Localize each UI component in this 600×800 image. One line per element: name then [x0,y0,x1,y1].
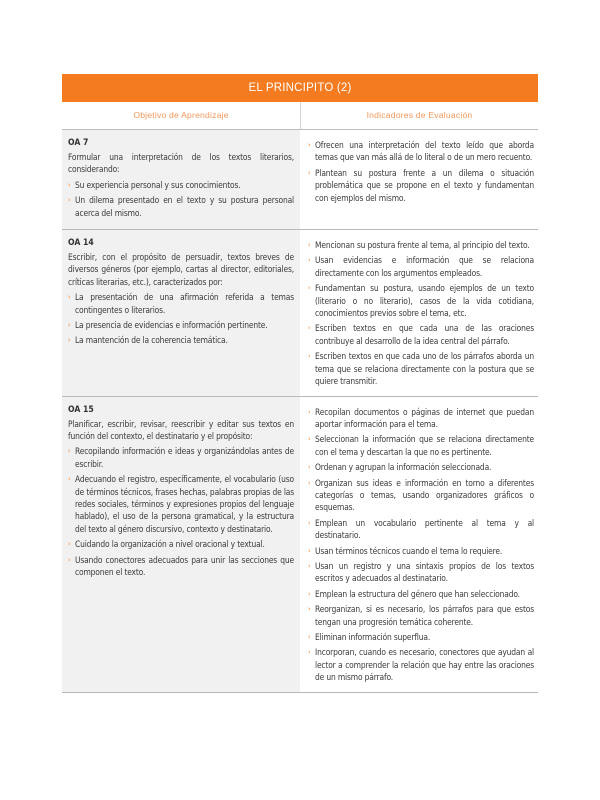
table-row-oa14 [62,230,538,396]
indicator-item: › Plantean su postura frente a un dilema o situación problemática que se propone en el texto y fundamentan con ejemplos del mismo. [308,167,534,203]
indicator-item: › Reorganizan, si es necesario, los párrafos para que estos tengan una progresión temática coherente. [308,604,534,627]
bullet-chevron-icon: › [308,241,311,250]
indicator-item: › Recopilan documentos o páginas de internet que puedan aportar información para el tema. [308,406,534,429]
bullet-chevron-icon: › [68,555,71,564]
bullet-chevron-icon: › [308,589,311,598]
bullet-chevron-icon: › [68,196,71,205]
indicator-list [308,239,534,387]
indicators-cell [300,230,538,395]
column-header-objetivo: Objetivo de Aprendizaje [62,102,301,129]
objective-item: › Cuidando la organización a nivel oracional y textual. [68,539,265,550]
indicator-item: › Ordenan y agrupan la información seleccionada. [308,462,492,473]
indicator-item: › Escriben textos en que cada uno de los párrafos aborda un tema que se relaciona directamente con la postura que se quiere transmitir. [308,351,534,387]
objective-item: › Su experiencia personal y sus conocimientos. [68,179,241,190]
bullet-chevron-icon: › [308,633,311,641]
objective-item: › Un dilema presentado en el texto y su postura personal acerca del mismo. [68,195,294,218]
bullet-chevron-icon: › [308,648,311,657]
column-header-indicadores: Indicadores de Evaluación [366,110,473,120]
bullet-chevron-icon: › [308,435,311,444]
indicator-list [308,139,534,204]
table-row-oa7 [62,130,538,230]
objective-cell [62,130,300,229]
oa-code: OA 15 [68,404,94,415]
bullet-chevron-icon: › [308,518,311,527]
indicator-item: › Usan un registro y una sintaxis propios de los textos escritos y adecuados al destinatario. [308,560,534,584]
bullet-chevron-icon: › [68,293,71,302]
objective-item: › Recopilando información e ideas y organizándolas antes de escribir. [68,446,294,469]
oa-code: OA 7 [68,138,89,148]
objective-item: › La presentación de una afirmación referida a temas contingentes o literarios. [68,292,294,315]
objective-item: › Adecuando el registro, específicamente, el vocabulario (uso de términos técnicos, frases hechas, palabras propias de las redes sociales, términos y expresiones propios del lenguaje hablado), el uso de la persona gramatical, y la estructura del texto al género discursivo, contexto y destinatario. [68,474,294,534]
indicator-item: › Usan términos técnicos cuando el tema lo requiere. [308,545,503,556]
bullet-chevron-icon: › [68,540,71,549]
bullet-chevron-icon: › [308,478,311,487]
objective-cell [62,397,300,692]
bullet-chevron-icon: › [308,561,311,570]
indicator-item: › Fundamentan su postura, usando ejemplos de un texto (literario o no literario), casos de la vida cotidiana, conocimientos previos sobre el tema, etc. [308,283,534,319]
bullet-chevron-icon: › [68,475,71,484]
objective-item: › Usando conectores adecuados para unir las secciones que componen el texto. [68,554,294,577]
bullet-chevron-icon: › [308,168,311,177]
table-title: EL PRINCIPITO (2) [62,74,538,102]
oa-description: Planificar, escribir, revisar, reescribir y editar sus textos en función del contexto, el destinatario y el propósito: [68,418,294,441]
bullet-chevron-icon: › [68,180,71,189]
bullet-chevron-icon: › [68,321,71,330]
bullet-chevron-icon: › [308,141,311,149]
objective-item: › La presencia de evidencias e información pertinente. [68,320,268,331]
objective-items [68,445,294,578]
bullet-chevron-icon: › [308,407,311,416]
objective-cell [62,230,300,395]
indicator-item: › Organizan sus ideas e información en torno a diferentes categorías o temas, usando organizadores gráficos o esquemas. [308,477,534,513]
column-headers [62,102,538,130]
bullet-chevron-icon: › [68,447,71,456]
objective-item: › La mantención de la coherencia temática. [68,335,228,346]
indicator-item: › Incorporan, cuando es necesario, conectores que ayudan al lector a comprender la relación que hay entre las oraciones de un mismo párrafo. [308,647,534,683]
bullet-chevron-icon: › [68,336,71,345]
indicator-item: › Ofrecen una interpretación del texto leído que aborda temas que van más allá de lo literal o de un mero recuento. [308,140,534,163]
table-row-oa15 [62,397,538,693]
indicators-cell [300,130,538,229]
objective-items [68,291,294,347]
curriculum-table [62,74,538,693]
oa-description: Formular una interpretación de los textos literarios, considerando: [68,152,294,175]
indicator-item: › Usan evidencias e información que se relaciona directamente con los argumentos empleados. [308,255,534,278]
bullet-chevron-icon: › [308,463,311,472]
indicator-item: › Mencionan su postura frente al tema, al principio del texto. [308,240,530,251]
indicator-item: › Eliminan información superflua. [308,632,431,642]
bullet-chevron-icon: › [308,256,311,265]
bullet-chevron-icon: › [308,284,311,293]
indicators-cell [300,397,538,692]
indicator-item: › Emplean la estructura del género que han seleccionado. [308,588,520,599]
bullet-chevron-icon: › [308,324,311,333]
indicator-item: › Emplean un vocabulario pertinente al tema y al destinatario. [308,517,534,541]
indicator-list [308,406,534,684]
indicator-item: › Escriben textos en que cada una de las oraciones contribuye al desarrollo de la idea central del párrafo. [308,323,534,346]
oa-code: OA 14 [68,238,94,249]
oa-description: Escribir, con el propósito de persuadir, textos breves de diversos géneros (por ejemplo, cartas al director, editoriales, críticas literarias, etc.), caracterizados por: [68,252,294,287]
objective-items [68,179,294,219]
bullet-chevron-icon: › [308,546,311,555]
indicator-item: › Seleccionan la información que se relaciona directamente con el tema y descartan la que no es pertinente. [308,434,534,457]
bullet-chevron-icon: › [308,605,311,614]
bullet-chevron-icon: › [308,352,311,361]
